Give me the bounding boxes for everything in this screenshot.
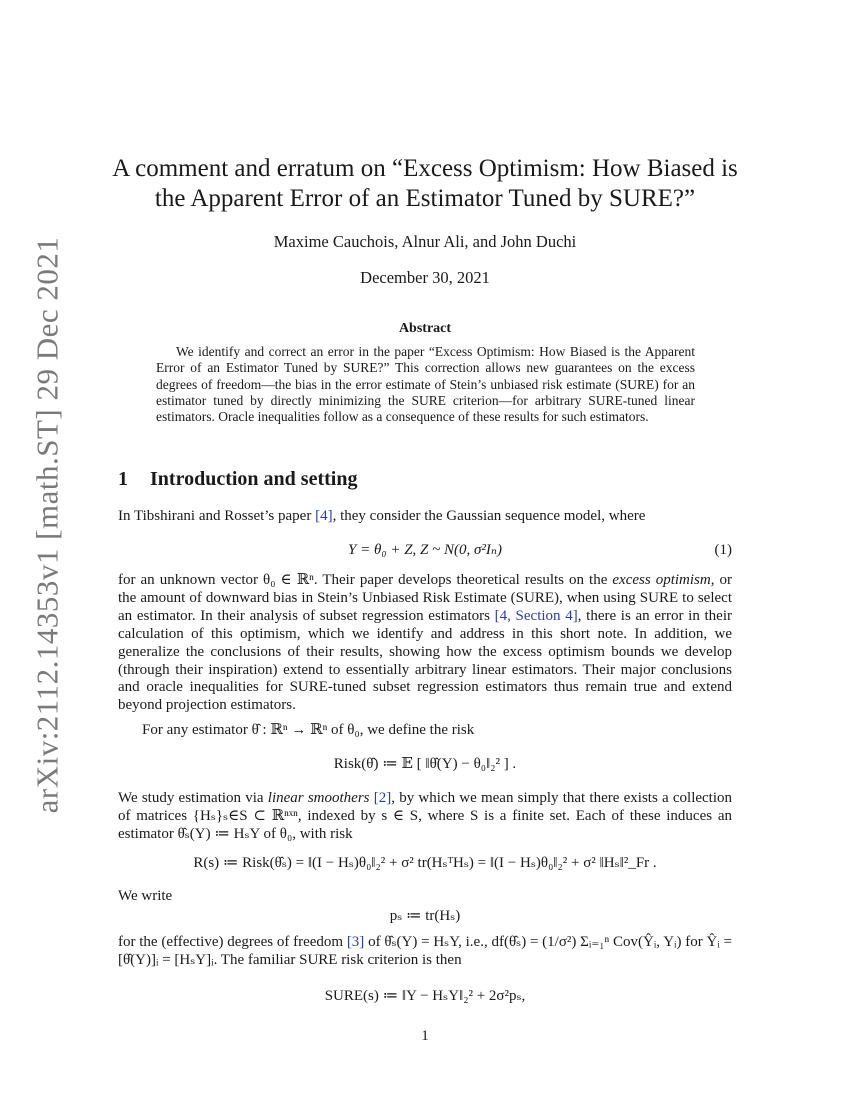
paragraph-we-write: We write [118,888,173,904]
paragraph-linear-smoothers [118,790,732,844]
paragraph-degrees-freedom [118,934,732,970]
section-heading [118,468,357,491]
paper-date: December 30, 2021 [360,268,490,287]
citation-link[interactable]: [2] [373,790,392,806]
text-run: of θ̂ₛ(Y) = HₛY, i.e., df(θ̂ₛ) = (1/σ²) Σᵢ₌₁ⁿ Cov(Ŷᵢ, Yᵢ) for Ŷᵢ = [θ̂(Y)]ᵢ = [HₛY]ᵢ. The familiar SURE risk criterion is then [118,934,733,968]
citation-link[interactable]: [4] [315,508,333,524]
text-run: , by which we mean simply that there exists a collection of matrices {Hₛ}ₛ∈S ⊂ ℝⁿˣⁿ, indexed by s ∈ S, where S is a finite set. Each of these induces an estimator θ̂ₛ(Y) ≔ HₛY of θ₀, with risk [118,790,733,842]
arxiv-sidebar [22,236,72,814]
title-line-1: A comment and erratum on “Excess Optimism: How Biased is [112,155,738,182]
paper-title [100,154,750,214]
text-run: for an unknown vector θ₀ ∈ ℝⁿ. Their paper develops theoretical results on the [118,572,613,588]
paragraph-optimism [118,572,732,715]
text-run: We study estimation via [118,790,268,806]
abstract-body: We identify and correct an error in the paper “Excess Optimism: How Biased is the Apparent Error of an Estimator Tuned by SURE?” This correction allows new guarantees on the excess degrees of freedom—the bias in the error estimate of Stein’s unbiased risk estimate (SURE) for an estimator tuned by directly minimizing the SURE criterion—for arbitrary SURE-tuned linear estimators. Oracle inequalities follow as a consequence of these results for such estimators. [156,344,695,425]
abstract-heading: Abstract [398,321,452,336]
text-run: for the (effective) degrees of freedom [118,934,347,950]
emphasis-text: excess optimism [612,572,711,588]
section-number: 1 [118,468,128,490]
paragraph-risk-def: For any estimator θ̂ : ℝⁿ → ℝⁿ of θ₀, we define the risk [142,722,475,738]
text-run: In Tibshirani and Rosset’s paper [118,508,316,524]
equation-risk: Risk(θ̂) ≔ 𝔼 [ ‖θ̂(Y) − θ₀‖₂² ] . [333,756,517,772]
text-run: , they consider the Gaussian sequence model, where [332,508,646,524]
section-title: Introduction and setting [150,468,358,490]
emphasis-text: linear smoothers [267,790,370,806]
equation-sure: SURE(s) ≔ ‖Y − HₛY‖₂² + 2σ²pₛ, [324,988,526,1004]
equation-1 [118,540,732,560]
text-run: , there is an error in their calculation of this optimism, which we identify and address in this short note. In addition, we generalize the conclusions of their results, showing how the excess optimism bounds we develop (through their inspiration) extend to essentially arbitrary linear estimators. Their major conclusions and oracle inequalities for SURE-tuned subset regression estimators thus remain true and extend beyond projection estimators. [118,607,732,714]
text-run: , or the amount of downward bias in Stein’s Unbiased Risk Estimate (SURE), when using SURE to select an estimator. In their analysis of subset regression estimators [118,572,733,624]
equation-text: Y = θ₀ + Z, Z ~ N(0, σ²Iₙ) [348,542,502,558]
paragraph-intro [118,508,732,526]
equation-p-s: pₛ ≔ tr(Hₛ) [389,908,461,924]
citation-link[interactable]: [3] [346,934,365,950]
title-line-2: the Apparent Error of an Estimator Tuned by SURE?” [154,185,696,212]
citation-link[interactable]: [4, Section 4] [494,607,578,624]
page-number: 1 [421,1028,429,1044]
equation-number: (1) [714,542,732,558]
equation-R-s: R(s) ≔ Risk(θ̂ₛ) = ‖(I − Hₛ)θ₀‖₂² + σ² tr(HₛᵀHₛ) = ‖(I − Hₛ)θ₀‖₂² + σ² ‖Hₛ‖²_Fr . [193,855,657,871]
author-list: Maxime Cauchois, Alnur Ali, and John Duchi [273,232,577,251]
arxiv-identifier: arXiv:2112.14353v1 [math.ST] 29 Dec 2021 [29,236,65,814]
